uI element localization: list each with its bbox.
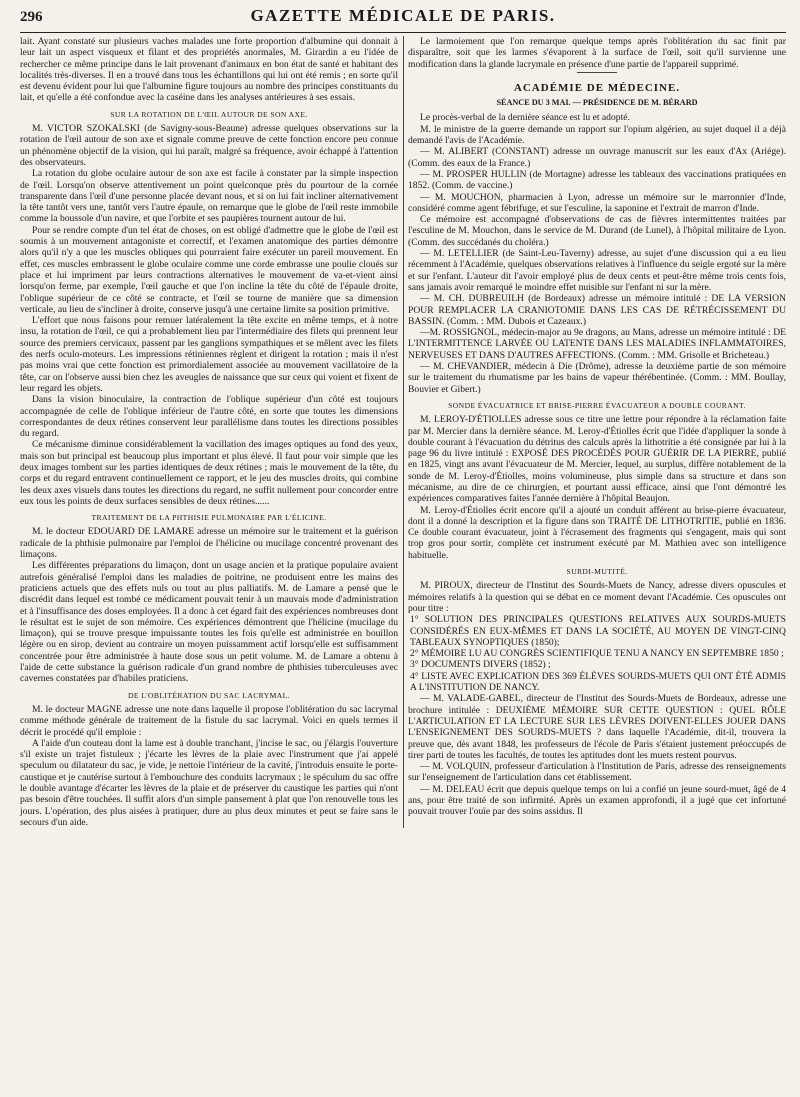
list-item: 4° LISTE AVEC EXPLICATION DES 369 ÉLÈVES SOURDS-MUETS QUI ONT ÉTÉ ADMIS A L'INSTITUTION DE NANCY. [410, 670, 786, 694]
paragraph: Le larmoiement que l'on remarque quelque temps après l'oblitération du sac finit par disparaître, soit que les larmes s'évaporent à la surface de l'œil, soit qu'il survienne une modification dans la glande lacrymale en présence d'une partie de l'appareil supprimé. [408, 36, 786, 70]
paragraph: — M. VALADE-GABEL, directeur de l'Institut des Sourds-Muets de Bordeaux, adresse une brochure intitulée : DEUXIÈME MÉMOIRE SUR CETTE QUESTION : QUEL RÔLE L'ARTICULATION ET LA LECTURE SUR LES LÈVRES DOIVENT-ELLES JOUER DANS L'ENSEIGNEMENT DES SOURDS-MUETS ? dans laquelle l'Académie, dit-il, trouvera la preuve que, dès avant 1848, les professeurs de l'école de Paris s'étaient justement préoccupés de tirer parti de toutes les facultés, de toutes les aptitudes dont les muets restent pourvus. [408, 693, 786, 761]
columns [20, 36, 786, 828]
academy-heading: ACADÉMIE DE MÉDECINE. [513, 81, 681, 94]
list-item: — M. ALIBERT (CONSTANT) adresse un ouvrage manuscrit sur les eaux d'Ax (Ariége). (Comm. des eaux de la France.) [408, 146, 786, 169]
list-item: 2° MÉMOIRE LU AU CONGRÈS SCIENTIFIQUE TENU A NANCY EN SEPTEMBRE 1850 ; [410, 648, 784, 660]
page-header [20, 6, 786, 33]
page-number: 296 [20, 9, 43, 25]
paragraph: M. LEROY-D'ÉTIOLLES adresse sous ce titre une lettre pour répondre à la réclamation faite par M. Mercier dans la dernière séance. M. Leroy-d'Étiolles écrit que l'idée d'appliquer la sonde à double courant à l'évacuation du détritus des calculs après la lithotritie a été consignée par lui à la page 96 du livre intitulé : EXPOSÉ DES PROCÉDÉS POUR GUÉRIR DE LA PIERRE, publié en 1825, vingt ans avant l'évacuateur de M. Mercier, lequel, au surplus, diffère notablement de la sonde de M. Leroy-d'Étiolles, moins volumineuse, plus simple dans sa structure et dans son mécanisme, au dire de ce chirurgien, et pourtant aussi efficace, ainsi que l'ont démontré les expériences comparatives faites l'année dernière à l'hôpital Beaujon. [408, 414, 786, 505]
paragraph: Dans la vision binoculaire, la contraction de l'oblique supérieur d'un côté est toujours accompagnée de celle de l'oblique inférieur de l'autre côté, en sorte que toutes les dimensions correspondantes de deux rétines conservent leur parallélisme dans toutes les directions possibles du regard. [20, 394, 398, 440]
list-item: — M. CHEVANDIER, médecin à Die (Drôme), adresse la deuxième partie de son mémoire sur le traitement du rhumatisme par les bains de vapeur thérébentinée. (Comm. : MM. Boullay, Bouvier et Gibert.) [408, 361, 786, 395]
paragraph: lait. Ayant constaté sur plusieurs vaches malades une forte proportion d'albumine qui donnait à leur lait un aspect visqueux et filant et des propriétés anormales, M. Girardin a eu l'idée de rechercher ce même principe dans le lait provenant d'animaux en bon état de santé et habitant des localités très-diverses. Il en a trouvé dans tous les échantillons qui lui ont été remis ; en sorte qu'il est devenu évident pour lui que l'albumine figure toujours au nombre des principes constituants du lait, et qu'elle a été confondue avec la caséine dans les analyses antérieures à ses essais. [20, 36, 398, 104]
paragraph: A l'aide d'un couteau dont la lame est à double tranchant, j'incise le sac, ou j'élargis l'ouverture s'il existe un trajet fistuleux ; j'écarte les lèvres de la plaie avec l'instrument que j'ai appelé speculum ou dilatateur du sac, je vide, je nettoie l'intérieur de la cavité, j'introduis ensuite le porte-caustique et je cautérise surtout à l'embouchure des conduits lacrymaux ; le spéculum du sac offre le double avantage d'écarter les lèvres de la plaie et de préserver du caustique les parties qui n'ont pas besoin d'être touchées. Il suffit alors d'un simple pansement à plat que l'on renouvelle tous les jours. L'opération, des plus aisées à pratiquer, dure au plus deux minutes et peut se faire sans le secours d'un aide. [20, 737, 398, 828]
list-item: Ce mémoire est accompagné d'observations de cas de fièvres intermittentes traitées par l'esculine de M. Mouchon, dans le service de M. Durand (de Lunel), à l'hôpital militaire de Lyon. (Comm. des succédanés du choléra.) [408, 214, 786, 248]
paragraph: M. le docteur EDOUARD DE LAMARE adresse un mémoire sur le traitement et la guérison radicale de la phthisie pulmonaire par l'emploi de l'hélicine ou mucilage concentré provenant des limaçons. [20, 526, 398, 561]
running-title: GAZETTE MÉDICALE DE PARIS. [250, 6, 556, 25]
list-item: — M. PROSPER HULLIN (de Mortagne) adresse les tableaux des vaccinations pratiquées en 1852. (Comm. de vaccine.) [408, 168, 786, 192]
paragraph: M. le docteur MAGNE adresse une note dans laquelle il propose l'oblitération du sac lacrymal comme méthode générale de traitement de la fistule du sac lacrymal. Voici en quels termes il décrit le procédé qu'il emploie : [20, 703, 398, 738]
paragraph: Les différentes préparations du limaçon, dont un usage ancien et la pratique populaire avaient autrefois généralisé l'emploi dans les maladies de poitrine, ne produisent entre les mains des praticiens actuels que des effets nuls ou tout au plus palliatifs. M. de Lamare a pensé que le discrédit dans lequel est tombé ce médicament pouvait tenir à un mauvais mode d'administration et à l'insuffisance des doses employées. Il a donc à cet égard fait des expériences nombreuses dont le résultat est le sujet de son mémoire. Ces expériences démontrent que l'hélicine (mucilage du limaçon), qui se trouve presque impuissante toutes les fois qu'elle est administrée en bouillon légère ou en sirop, devient au contraire un moyen puissamment actif lorsqu'elle est suffisamment concentrée pour être administrée à haute dose sous un petit volume. M. de Lamare a obtenu à l'aide de cette substance la guérison radicale d'un grand nombre de phthisies tuberculeuses avec cavernes constatées par d'habiles praticiens. [20, 560, 398, 685]
paragraph: — M. VOLQUIN, professeur d'articulation à l'Institution de Paris, adresse des renseignements sur l'enseignement de l'articulation dans cet établissement. [408, 761, 786, 784]
section-heading: SONDE ÉVACUATRICE ET BRISE-PIERRE ÉVACUATEUR A DOUBLE COURANT. [448, 400, 746, 410]
section-heading: SUR LA ROTATION DE L'ŒIL AUTOUR DE SON AXE. [110, 109, 308, 119]
paragraph: M. VICTOR SZOKALSKI (de Savigny-sous-Beaune) adresse quelques observations sur la rotation de l'œil autour de son axe et signale comme preuve de cette fonction encore peu connue un phénomène objectif de la vision, qui lui paraît, malgré sa fréquence, avoir échappé à l'attention des observateurs. [20, 123, 398, 168]
session-heading: SÉANCE DU 3 MAI. — PRÉSIDENCE DE M. BÉRARD [496, 98, 698, 108]
separator-rule [577, 72, 617, 73]
list-item: M. le ministre de la guerre demande un rapport sur l'opium algérien, au sujet duquel il a déjà demandé l'avis de l'Académie. [408, 123, 786, 147]
list-item: 1° SOLUTION DES PRINCIPALES QUESTIONS RELATIVES AUX SOURDS-MUETS CONSIDÉRÉS EN EUX-MÊMES ET DANS LA SOCIÉTÉ, AU MOYEN DE VINGT-CINQ TABLEAUX SYNOPTIQUES (1850); [410, 614, 786, 648]
paragraph: Le procès-verbal de la dernière séance est lu et adopté. [420, 112, 630, 124]
column-divider [403, 36, 404, 828]
list-item: 3° DOCUMENTS DIVERS (1852) ; [410, 659, 551, 671]
list-item: —M. ROSSIGNOL, médecin-major au 9e dragons, au Mans, adresse un mémoire intitulé : DE L'INTERMITTENCE LARVÉE OU LATENTE DANS LES MALADIES INFLAMMATOIRES, NERVEUSES ET DANS D'AUTRES AFFECTIONS. (Comm. : MM. Grisolle et Bricheteau.) [408, 327, 786, 361]
title-list [408, 614, 786, 693]
paragraph: — M. DELEAU écrit que depuis quelque temps on lui a confié un jeune sourd-muet, âgé de 4 ans, pour être traité de son infirmité. Après un examen approfondi, il a jugé que cet infortuné pouvait trouver l'ouïe par des soins assidus. Il [408, 783, 786, 818]
paragraph: L'effort que nous faisons pour remuer latéralement la tête excite en même temps, et à notre insu, la rotation de l'œil, ce qui a probablement lieu par l'intermédiaire des filets qui prennent leur source des premiers cervicaux, passent par les ganglions sympathiques et se mêlent avec les filets des nerfs oculo-moteurs. Les impressions rétiniennes règlent et dirigent la rotation ; mais il n'est pas moins vrai que cette fonction est primordialement associée au mouvement vacillatoire de la tête, car on l'observe aussi bien chez les aveugles de naissance que sur ceux qui voient et fixent de leur regard les objets. [20, 315, 398, 394]
paragraph: Ce mécanisme diminue considérablement la vacillation des images optiques au fond des yeux, mais son but principal est beaucoup plus important et plus élevé. Il faut pour voir simple que les deux images tombent sur les parties identiques de deux rétines ; mais le mouvement de la tête, du corps et du regard entravent continuellement ce rapport, et le jeu des muscles droits, qui combine les deux axes visuels dans toutes les directions du regard, ne suffit nullement pour concorder entre eux tous les points de deux surfaces sensibles de deux rétines...... [20, 439, 398, 507]
paragraph: M. Leroy-d'Étiolles écrit encore qu'il a ajouté un conduit afférent au brise-pierre évacuateur, dont il a donné la description et la figure dans son TRAITÉ DE LITHOTRITIE, publié en 1836. Ce double courant évacuateur, joint à l'écrasement des fragments qui s'engagent, mais qui sont trop gros pour sortir, complète cet instrument exécuté par M. Mathieu avec son intelligence habituelle. [408, 504, 786, 561]
left-column [20, 36, 398, 828]
paragraph: Pour se rendre compte d'un tel état de choses, on est obligé d'admettre que le globe de l'œil est soumis à un mouvement antagoniste et correctif, et l'examen anatomique des parties démontre alors qu'il n'y a que les muscles obliques qui pourraient faire exécuter un pareil mouvement. En effet, ces muscles embrassent le globe oculaire comme une corde embrasse une poulie cloués sur place et lui impriment par leurs contractions alternatives le mouvement de va-et-vient ainsi lorsqu'on ferme, par exemple, l'œil gauche et que l'on incline la tête du côté de l'épaule droite, l'oblique supérieur de ce côté se contracte, et l'œil se tourne de manière que sa dimension verticale, au lieu de s'incliner à droite, conserve jusqu'à une certaine limite sa position primitive. [20, 224, 398, 315]
section-heading: DE L'OBLITÉRATION DU SAC LACRYMAL. [128, 690, 290, 700]
list-item: — M. LETELLIER (de Saint-Leu-Taverny) adresse, au sujet d'une discussion qui a eu lieu récemment à l'Académie, quelques observations relatives à l'influence du seigle ergoté sur la mère et sur l'enfant. L'auteur dit l'avoir employé plus de deux cents et peut-être même trois cents fois, sans jamais avoir remarqué le moindre effet nuisible sur l'enfant ni sur la mère. [408, 248, 786, 293]
section-heading: TRAITEMENT DE LA PHTHISIE PULMONAIRE PAR L'ÉLICINE. [91, 513, 327, 523]
section-heading: SURDI-MUTITÉ. [566, 567, 628, 577]
right-column [408, 36, 786, 828]
list-item: — M. CH. DUBREUILH (de Bordeaux) adresse un mémoire intitulé : DE LA VERSION POUR REMPLACER LA CRANIOTOMIE DANS LES CAS DE RÉTRÉCISSEMENT DU BASSIN. (Comm. : MM. Dubois et Cazeaux.) [408, 293, 786, 327]
paragraph: M. PIROUX, directeur de l'Institut des Sourds-Muets de Nancy, adresse divers opuscules et mémoires relatifs à la question qui se débat en ce moment devant l'Académie. Ces opuscules ont pour titre : [408, 580, 786, 614]
list-item: — M. MOUCHON, pharmacien à Lyon, adresse un mémoire sur le marronnier d'Inde, considéré comme agent fébrifuge, et sur l'esculine, la saponine et l'extrait de marron d'Inde. [408, 191, 786, 214]
paragraph: La rotation du globe oculaire autour de son axe est facile à constater par la simple inspection de l'œil. Lorsqu'on observe attentivement un point quelconque près du pourtour de la cornée transparente dans l'œil d'une personne placée devant nous, et si on lui fait incliner alternativement la tête tantôt vers une, tantôt vers l'autre épaule, on remarque que le globe de l'œil reste immobile comme la boussole d'un navire, et que l'orbite et ses paupières tournent autour de lui. [20, 168, 398, 225]
